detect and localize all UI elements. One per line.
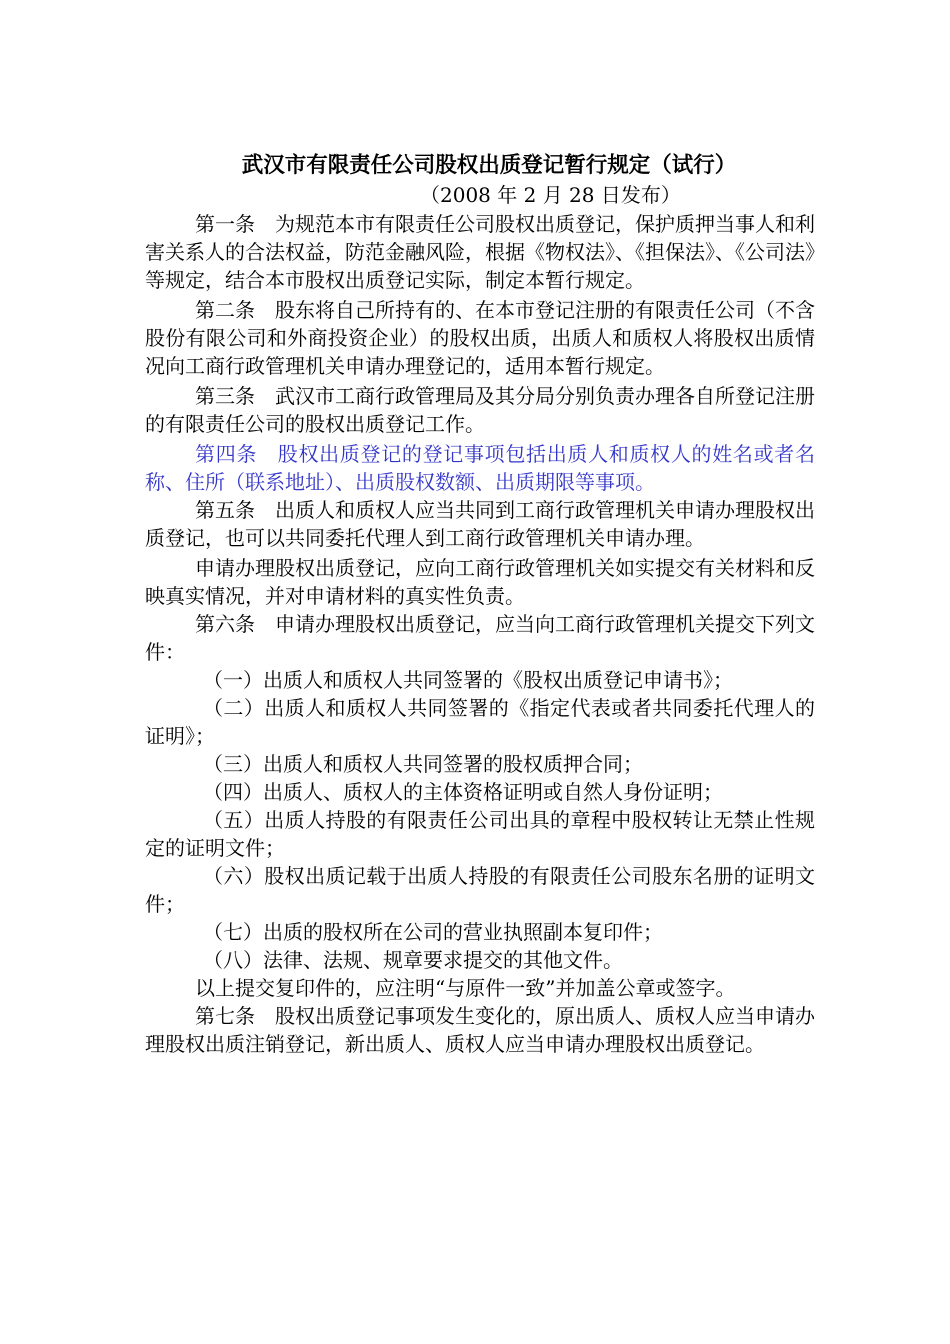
list-item-1: （一）出质人和质权人共同签署的《股权出质登记申请书》；	[203, 668, 733, 692]
list-item-3: （三）出质人和质权人共同签署的股权质押合同；	[203, 752, 643, 776]
list-item-2: （二）出质人和质权人共同签署的《指定代表或者共同委托代理人的证明》；	[145, 696, 815, 748]
list-item-8: （八）法律、法规、规章要求提交的其他文件。	[203, 948, 623, 972]
document-body	[145, 150, 815, 1058]
article-5-paragraph-2: 申请办理股权出质登记，应向工商行政管理机关如实提交有关材料和反映真实情况，并对申请材料的真实性负责。	[145, 556, 815, 608]
article-2: 第二条 股东将自己所持有的、在本市登记注册的有限责任公司（不含股份有限公司和外商投资企业）的股权出质，出质人和质权人将股权出质情况向工商行政管理机关申请办理登记的，适用本暂行规定。	[145, 298, 815, 378]
article-6: 第六条 申请办理股权出质登记，应当向工商行政管理机关提交下列文件：	[145, 612, 815, 664]
article-7: 第七条 股权出质登记事项发生变化的，原出质人、质权人应当申请办理股权出质注销登记，新出质人、质权人应当申请办理股权出质登记。	[145, 1004, 815, 1056]
article-5: 第五条 出质人和质权人应当共同到工商行政管理机关申请办理股权出质登记，也可以共同委托代理人到工商行政管理机关申请办理。	[145, 498, 815, 550]
list-item-4: （四）出质人、质权人的主体资格证明或自然人身份证明；	[203, 780, 723, 804]
article-3: 第三条 武汉市工商行政管理局及其分局分别负责办理各自所登记注册的有限责任公司的股权出质登记工作。	[145, 384, 815, 436]
article-4-highlighted: 第四条 股权出质登记的登记事项包括出质人和质权人的姓名或者名称、住所（联系地址）、出质股权数额、出质期限等事项。	[145, 442, 815, 494]
copy-note: 以上提交复印件的，应注明“与原件一致”并加盖公章或签字。	[195, 976, 736, 1000]
list-item-7: （七）出质的股权所在公司的营业执照副本复印件；	[203, 920, 663, 944]
list-item-6: （六）股权出质记载于出质人持股的有限责任公司股东名册的证明文件；	[145, 864, 815, 916]
article-1: 第一条 为规范本市有限责任公司股权出质登记，保护质押当事人和利害关系人的合法权益，防范金融风险，根据《物权法》、《担保法》、《公司法》等规定，结合本市股权出质登记实际，制定本暂行规定。	[145, 212, 815, 292]
document-title: 武汉市有限责任公司股权出质登记暂行规定（试行）	[241, 153, 737, 178]
publish-date: （2008 年 2 月 28 日发布）	[420, 183, 681, 207]
list-item-5: （五）出质人持股的有限责任公司出具的章程中股权转让无禁止性规定的证明文件；	[145, 808, 815, 860]
